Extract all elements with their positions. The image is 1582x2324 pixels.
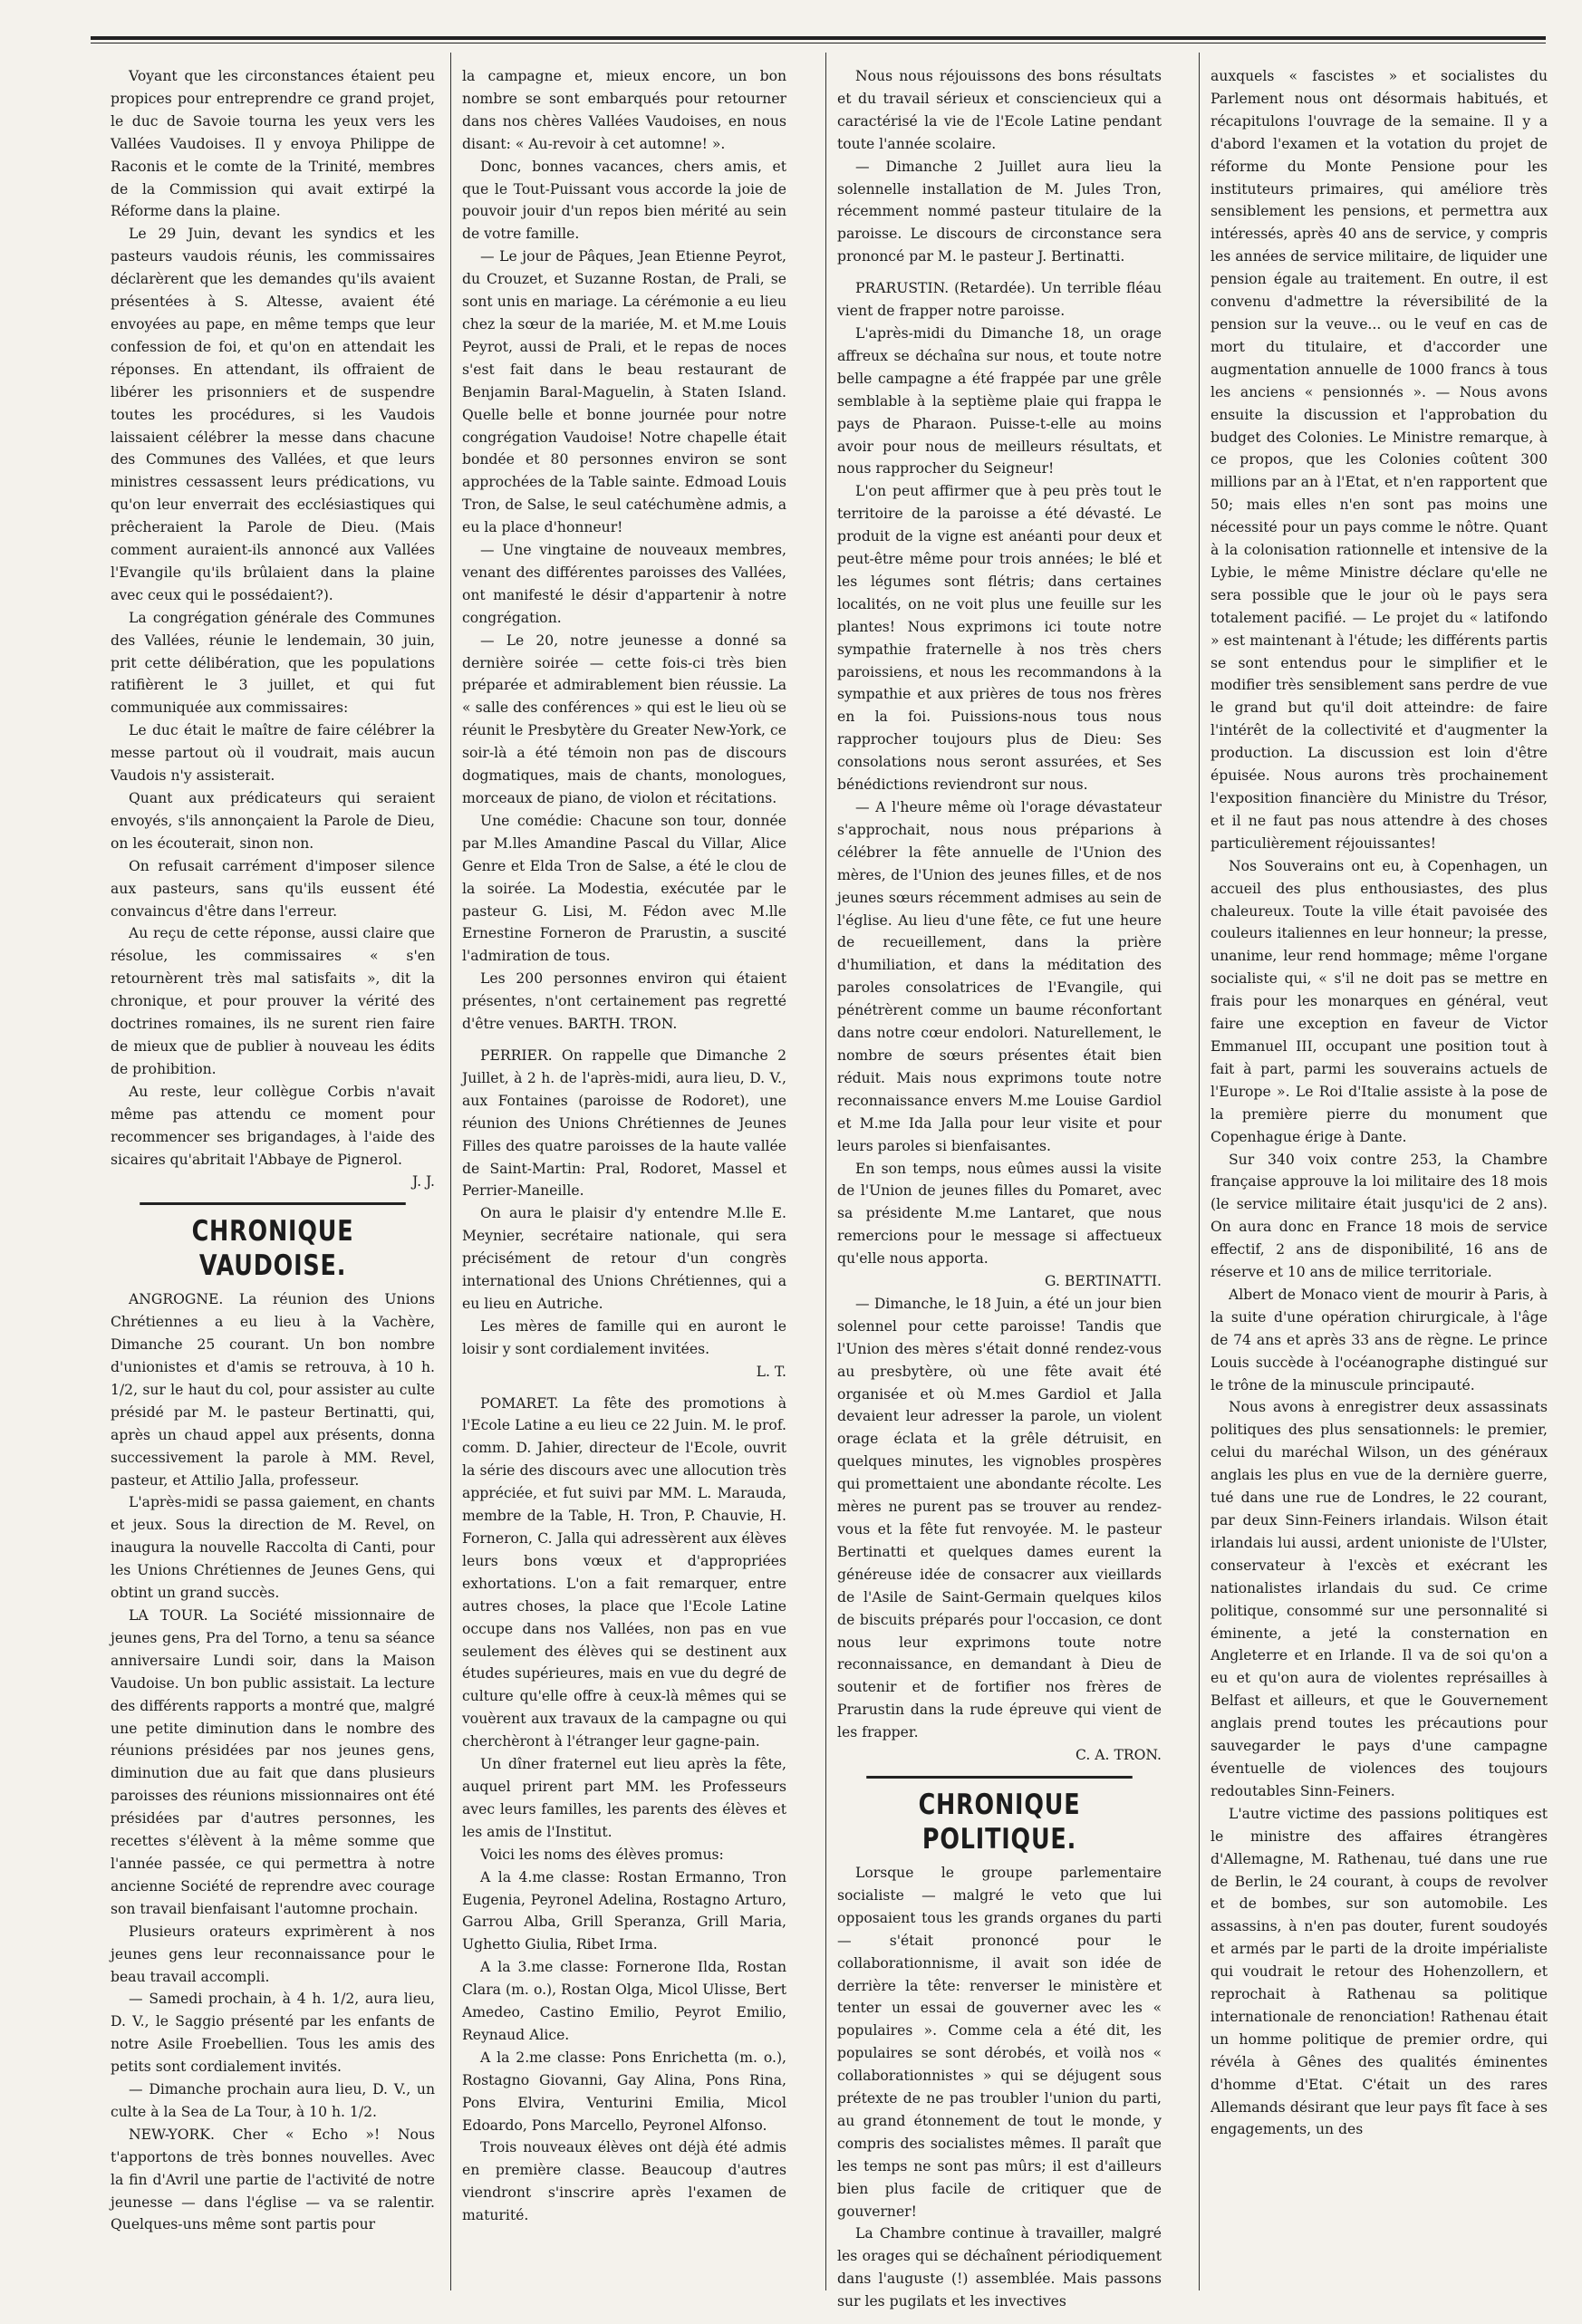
paragraph: Un dîner fraternel eut lieu après la fête, auquel prirent part MM. les Professeurs avec leurs familles, les parents des élèves et les amis de l'Institut.: [462, 1756, 786, 1840]
column-2: [462, 65, 786, 2281]
column-3: [837, 65, 1162, 2310]
paragraph: PERRIER. On rappelle que Dimanche 2 Juillet, à 2 h. de l'après-midi, aura lieu, D. V., aux Fontaines (paroisse de Rodoret), une réunion des Unions Chrétiennes de Jeunes Filles des quatre paroisses de la haute vallée de Saint-Martin: Pral, Rodoret, Massel et Perrier-Maneille.: [462, 1046, 786, 1200]
paragraph: POMARET. La fête des promotions à l'Ecole Latine a eu lieu ce 22 Juin. M. le prof. comm. D. Jahier, directeur de l'Ecole, ouvrit la série des discours avec une allocution très appréciée, et fut suivi par MM. L. Marauda, membre de la Table, H. Tron, P. Chauvie, H. Forneron, C. Jalla qui adressèrent aux élèves leurs bons vœux et d'appropriées exhortations. L'on a fait remarquer, entre autres choses, la place que l'Ecole Latine occupe dans nos Vallées, non pas en vue seulement des élèves qui se destinent aux études supérieures, mais en vue du degré de culture qu'elle offre à ceux-là mêmes qui se vouèrent aux travaux de la campagne ou qui cherchèront à l'étranger leur gagne-pain.: [462, 1394, 786, 1750]
paragraph: NEW-YORK. Cher « Echo »! Nous t'apportons de très bonnes nouvelles. Avec la fin d'Avril une partie de l'activité de notre jeunesse — dans l'église — va se ralentir. Quelques-uns même sont partis pour: [111, 2126, 435, 2233]
paragraph: auxquels « fascistes » et socialistes du Parlement nous ont désormais habitués, et récapitulons l'ouvrage de la semaine. Il y a d'abord l'examen et la votation du projet de réforme du Monte Pensione pour les instituteurs primaires, qui améliore très sensiblement les pensions, et permettra aux intéressés, après 40 ans de service, y compris les années de service militaire, de liquider une pension égale au traitement. En outre, il est convenu d'admettre la réversibilité de la pension sur la veuve... ou le veuf en cas de mort du titulaire, et d'accorder une augmentation annuelle de 1000 francs à tous les anciens « pensionnés ». — Nous avons ensuite la discussion et l'approbation du budget des Colonies. Le Ministre remarque, à ce propos, que les Colonies coûtent 300 millions par an à l'Etat, et n'en rapportent que 50; mais elles n'en sont pas moins une nécessité pour un pays comme le nôtre. Quant à la colonisation rationnelle et intensive de la Lybie, le même Ministre déclare qu'elle ne sera possible que le jour où le pays sera totalement pacifié. — Le projet du « latifondo » est maintenant à l'étude; les différents partis se sont entendus pour le simplifier et le modifier très sensiblement sans perdre de vue le grand but qu'il doit atteindre: de faire l'intérêt de la collectivité et d'augmenter la production. La discussion est loin d'être épuisée. Nous aurons très prochainement l'exposition financière du Ministre du Trésor, et il ne faut pas nous attendre à des choses particulièrement réjouissantes!: [1211, 68, 1548, 852]
paragraph: Voici les noms des élèves promus:: [480, 1846, 724, 1863]
paragraph: Quant aux prédicateurs qui seraient envoyés, s'ils annonçaient la Parole de Dieu, on les écouterait, sinon non.: [111, 790, 435, 852]
paragraph: — Le jour de Pâques, Jean Etienne Peyrot, du Crouzet, et Suzanne Rostan, de Prali, se sont unis en mariage. La cérémonie a eu lieu chez la sœur de la mariée, M. et M.me Louis Peyrot, aussi de Prali, et le repas de noces s'est fait dans le beau restaurant de Benjamin Baral-Maguelin, à Staten Island. Quelle belle et bonne journée pour notre congrégation Vaudoise! Notre chapelle était bondée et 80 personnes environ se sont approchées de la Table sainte. Edmoad Louis Tron, de Salse, le seul catéchumène admis, a eu la place d'honneur!: [462, 248, 786, 536]
paragraph: A la 3.me classe: Fornerone Ilda, Rostan Clara (m. o.), Rostan Olga, Micol Ulisse, Bert Amedeo, Castino Emilio, Peyrot Emilio, Reynaud Alice.: [462, 1959, 786, 2043]
paragraph: L'autre victime des passions politiques est le ministre des affaires étrangères d'Allemagne, M. Rathenau, tué dans une rue de Berlin, le 24 courant, à coups de revolver et de bombes, sur son automobile. Les assassins, à n'en pas douter, furent soudoyés et armés par le parti de la droite impérialiste qui voudrait le retour des Hohenzollern, et reprochait à Rathenau sa politique internationale de renonciation! Rathenau était un homme politique de premier ordre, qui révéla à Gênes des qualités éminentes d'homme d'Etat. C'était un des rares Allemands désirant que leur pays fît face à ses engagements, un des: [1211, 1805, 1548, 2138]
paragraph: ANGROGNE. La réunion des Unions Chrétiennes a eu lieu à la Vachère, Dimanche 25 courant. Un bon nombre d'unionistes et d'amis se retrouva, à 10 h. 1/2, sur le haut du col, pour assister au culte présidé par M. le pasteur Bertinatti, qui, après un chaud appel aux présents, donna successivement la parole à MM. Revel, pasteur, et Attilio Jalla, professeur.: [111, 1291, 435, 1489]
paragraph: En son temps, nous eûmes aussi la visite de l'Union de jeunes filles du Pomaret, avec sa présidente M.me Lantaret, que nous remercions pour le message si affectueux qu'elle nous apporta.: [837, 1160, 1162, 1268]
column-divider: [1199, 53, 1200, 2290]
paragraph: Donc, bonnes vacances, chers amis, et que le Tout-Puissant vous accorde la joie de pouvoir jouir d'un repos bien mérité au sein de votre famille.: [462, 158, 786, 243]
paragraph: — Dimanche prochain aura lieu, D. V., un culte à la Sea de La Tour, à 10 h. 1/2.: [111, 2081, 435, 2120]
paragraph: — A l'heure même où l'orage dévastateur s'approchait, nous nous préparions à célébrer la fête annuelle de l'Union des mères, de l'Union des jeunes filles, et de nos jeunes sœurs récemment admises au sein de l'église. Au lieu d'une fête, ce fut une heure de recueillement, dans la prière d'humiliation, et dans la méditation des paroles consolatrices de l'Evangile, qui pénétrèrent comme un baume réconfortant dans notre cœur endolori. Naturellement, le nombre de sœurs présentes était bien réduit. Mais nous exprimons toute notre reconnaissance envers M.me Louise Gardiol et M.me Ida Jalla pour leur visite et pour leurs paroles si bienfaisantes.: [837, 799, 1162, 1154]
paragraph: Trois nouveaux élèves ont déjà été admis en première classe. Beaucoup d'autres viendront s'inscrire après l'examen de maturité.: [462, 2139, 786, 2224]
paragraph: Sur 340 voix contre 253, la Chambre française approuve la loi militaire des 18 mois (le service militaire était jusqu'ici de 2 ans). On aura donc en France 18 mois de service effectif, 2 ans de disponibilité, 16 ans de réserve et 10 ans de milice territoriale.: [1211, 1151, 1548, 1281]
paragraph: Voyant que les circonstances étaient peu propices pour entreprendre ce grand projet, le duc de Savoie tourna les yeux vers les Vallées Vaudoises. Il y envoya Philippe de Raconis et le comte de la Trinité, membres de la Commission qui avait extirpé la Réforme dans la plaine.: [111, 68, 435, 220]
paragraph: Le 29 Juin, devant les syndics et les pasteurs vaudois réunis, les commissaires déclarèrent que les demandes qu'ils avaient présentées à S. Altesse, avaient été envoyées au pape, en même temps que leur confession de foi, et qu'on en attendait les réponses. En attendant, ils offraient de libérer les prisonniers et de suspendre toutes les procédures, si les Vaudois laissaient célébrer la messe dans chacune des Communes des Vallées, et que leurs ministres cessassent leurs prédications, vu qu'on leur enverrait des ecclésiastiques qui prêcheraient la Parole de Dieu. (Mais comment auraient-ils annoncé aux Vallées l'Evangile qu'ils brûlaient dans la plaine avec ceux qui le possédaient?).: [111, 226, 435, 603]
signature: L. T.: [756, 1363, 786, 1380]
paragraph: L'après-midi se passa gaiement, en chants et jeux. Sous la direction de M. Revel, on inaugura la nouvelle Raccolta di Canti, pour les Unions Chrétiennes de Jeunes Gens, qui obtint un grand succès.: [111, 1494, 435, 1602]
paragraph: Lorsque le groupe parlementaire socialiste — malgré le veto que lui opposaient tous les grands organes du parti — s'était prononcé pour le collaborationnisme, il avait son idée de derrière la tête: renverser le ministère et tenter un essai de gouverner avec les « populaires ». Comme cela a été dit, les populaires se sont dérobés, et voilà nos « collaborationnistes » qui se déjugent sous prétexte de ne pas troubler l'union du parti, au grand étonnement de tout le monde, y compris des socialistes mêmes. Il paraît que les temps ne sont pas mûrs; il est d'ailleurs bien plus facile de critiquer que de gouverner!: [837, 1864, 1162, 2220]
column-divider: [825, 53, 826, 2290]
paragraph: Nos Souverains ont eu, à Copenhagen, un accueil des plus enthousiastes, des plus chaleureux. Toute la ville était pavoisée des couleurs italiennes en leur honneur; la presse, unanime, leur rend hommage; même l'organe socialiste qui, « s'il ne doit pas se mettre en frais pour les monarques en général, veut faire une exception en faveur de Victor Emmanuel III, occupant une position tout à fait à part, parmi les souverains actuels de l'Europe ». Le Roi d'Italie assiste à la pose de la première pierre du monument que Copenhague érige à Dante.: [1211, 857, 1548, 1145]
paragraph: — Dimanche 2 Juillet aura lieu la solennelle installation de M. Jules Tron, récemment nommé pasteur titulaire de la paroisse. Le discours de circonstance sera prononcé par M. le pasteur J. Bertinatti.: [837, 158, 1162, 265]
signature: C. A. TRON.: [1076, 1747, 1162, 1764]
paragraph: Les mères de famille qui en auront le loisir y sont cordialement invitées.: [462, 1317, 786, 1357]
paragraph: Les 200 personnes environ qui étaient présentes, n'ont certainement pas regretté d'être venues. BARTH. TRON.: [462, 970, 786, 1033]
paragraph: La congrégation générale des Communes des Vallées, réunie le lendemain, 30 juin, prit cette délibération, que les populations ratifièrent le 3 juillet, et qui fut communiquée aux commissaires:: [111, 609, 435, 717]
paragraph: A la 2.me classe: Pons Enrichetta (m. o.), Rostagno Giovanni, Gay Alina, Pons Rina, Pons Elvira, Venturini Emilia, Micol Edoardo, Pons Marcello, Peyronel Alfonso.: [462, 2049, 786, 2134]
top-rule: [91, 36, 1546, 40]
paragraph: PRARUSTIN. (Retardée). Un terrible fléau vient de frapper notre paroisse.: [837, 280, 1162, 320]
paragraph: — Samedi prochain, à 4 h. 1/2, aura lieu, D. V., le Saggio présenté par les enfants de notre Asile Froebellien. Tous les amis des petits sont cordialement invités.: [111, 1991, 435, 2076]
paragraph: Nous avons à enregistrer deux assassinats politiques des plus sensationnels: le premier, celui du maréchal Wilson, un des généraux anglais les plus en vue de la dernière guerre, tué dans une rue de Londres, le 22 courant, par deux Sinn-Feiners irlandais. Wilson était irlandais lui aussi, ardent unioniste de l'Ulster, conservateur à l'excès et exécrant les nationalistes irlandais du sud. Ce crime politique, consommé sur une personnalité si éminente, a jeté la consternation en Angleterre et en Irlande. Il va de soi qu'on a eu et qu'on aura de violentes représailles à Belfast et ailleurs, et que le Gouvernement anglais prend toutes les précautions pour sauvegarder le pays d'une campagne éventuelle de violences des toujours redoutables Sinn-Feiners.: [1211, 1399, 1548, 1799]
column-4: [1211, 65, 1548, 2281]
paragraph: — Une vingtaine de nouveaux membres, venant des différentes paroisses des Vallées, ont manifesté le désir d'appartenir à notre congrégation.: [462, 542, 786, 626]
signature: J. J.: [412, 1173, 435, 1191]
paragraph: On refusait carrément d'imposer silence aux pasteurs, sans qu'ils eussent été convaincus d'être dans l'erreur.: [111, 857, 435, 920]
paragraph: — Dimanche, le 18 Juin, a été un jour bien solennel pour cette paroisse! Tandis que l'Union des mères s'était donné rendez-vous au presbytère, où une fête avait été organisée et où M.mes Gardiol et Jalla devaient leur adresser la parole, un violent orage éclata et la grêle détruisit, en quelques minutes, les vignobles prospères qui promettaient une abondante récolte. Les mères ne purent pas se trouver au rendez-vous et la fête fut renvoyée. M. le pasteur Bertinatti et quelques dames eurent la généreuse idée de consacrer aux vieillards de l'Asile de Saint-Germain quelques kilos de biscuits préparés pour l'occasion, ce dont nous leur exprimons toute notre reconnaissance, en demandant à Dieu de soutenir et de fortifier nos frères de Prarustin dans la rude épreuve qui vient de les frapper.: [837, 1295, 1162, 1741]
paragraph: Nous nous réjouissons des bons résultats et du travail sérieux et consciencieux qui a caractérisé la vie de l'Ecole Latine pendant toute l'année scolaire.: [837, 68, 1162, 152]
section-heading-chronique-vaudoise: CHRONIQUE VAUDOISE.: [140, 1202, 406, 1283]
column-divider: [450, 53, 451, 2290]
paragraph: On aura le plaisir d'y entendre M.lle E. Meynier, secrétaire nationale, qui sera précisément de retour d'un congrès international des Unions Chrétiennes, qui a eu lieu en Autriche.: [462, 1205, 786, 1312]
paragraph: La Chambre continue à travailler, malgré les orages qui se déchaînent périodiquement dans l'auguste (!) assemblée. Mais passons sur les pugilats et les invectives: [837, 2225, 1162, 2310]
paragraph: — Le 20, notre jeunesse a donné sa dernière soirée — cette fois-ci très bien préparée et admirablement bien réussie. La « salle des conférences » qui est le lieu où se réunit le Presbytère du Greater New-York, ce soir-là a été témoin non pas de discours dogmatiques, mais de chants, monologues, morceaux de piano, de violon et récitations.: [462, 632, 786, 806]
paragraph: la campagne et, mieux encore, un bon nombre se sont embarqués pour retourner dans nos chères Vallées Vaudoises, en nous disant: « Au-revoir à cet automne! ».: [462, 68, 786, 152]
paragraph: L'on peut affirmer que à peu près tout le territoire de la paroisse a été dévasté. Le produit de la vigne est anéanti pour deux et peut-être même pour trois années; le blé et les légumes sont flétris; dans certaines localités, on ne voit plus une feuille sur les plantes! Nous exprimons ici toute notre sympathie fraternelle à nos très chers paroissiens, et nous les recommandons à la sympathie et aux prières de tous nos frères en la foi. Puissions-nous tous nous rapprocher toujours plus de Dieu: Ses consolations nous seront assurées, et Ses bénédictions reviendront sur nous.: [837, 483, 1162, 794]
paragraph: Le duc était le maître de faire célébrer la messe partout où il voudrait, mais aucun Vaudois n'y assisterait.: [111, 722, 435, 785]
signature: G. BERTINATTI.: [1045, 1273, 1162, 1290]
paragraph: Albert de Monaco vient de mourir à Paris, à la suite d'une opération chirurgicale, à l'âge de 74 ans et après 33 ans de règne. Le prince Louis succède à l'océanographe distingué sur le trône de la minuscule principauté.: [1211, 1286, 1548, 1393]
column-1: [111, 65, 435, 2281]
paragraph: Plusieurs orateurs exprimèrent à nos jeunes gens leur reconnaissance pour le beau travail accompli.: [111, 1923, 435, 1985]
paragraph: Au reste, leur collègue Corbis n'avait même pas attendu ce moment pour recommencer ses brigandages, à l'aide des sicaires qu'abritait l'Abbaye de Pignerol.: [111, 1083, 435, 1168]
paragraph: Une comédie: Chacune son tour, donnée par M.lles Amandine Pascal du Villar, Alice Genre et Elda Tron de Salse, a été le clou de la soirée. La Modestia, exécutée par le pasteur G. Lisi, M. Fédon avec M.lle Ernestine Forneron de Prarustin, a suscité l'admiration de tous.: [462, 812, 786, 965]
paragraph: L'après-midi du Dimanche 18, un orage affreux se déchaîna sur nous, et toute notre belle campagne a été frappée par une grêle semblable à la septième plaie qui frappa le pays de Pharaon. Puisse-t-elle au moins avoir pour nous de meilleurs résultats, et nous rapprocher du Seigneur!: [837, 324, 1162, 477]
section-heading-chronique-politique: CHRONIQUE POLITIQUE.: [866, 1776, 1133, 1856]
paragraph: Au reçu de cette réponse, aussi claire que résolue, les commissaires « s'en retournèrent très mal satisfaits », dit la chronique, et pour prouver la vérité des doctrines romaines, ils ne surent rien faire de mieux que de publier à nouveau les édits de prohibition.: [111, 925, 435, 1077]
paragraph: LA TOUR. La Société missionnaire de jeunes gens, Pra del Torno, a tenu sa séance anniversaire Lundi soir, dans la Maison Vaudoise. Un bon public assistait. La lecture des différents rapports a montré que, malgré une petite diminution dans le nombre des réunions présidées par nos jeunes gens, diminution due au fait que dans plusieurs paroisses des réunions missionnaires ont été présidées par d'autres personnes, les recettes s'élèvent à la même somme que l'année passée, ce qui permettra à notre ancienne Société de reprendre avec courage son travail bienfaisant l'automne prochain.: [111, 1607, 435, 1917]
paragraph: A la 4.me classe: Rostan Ermanno, Tron Eugenia, Peyronel Adelina, Rostagno Arturo, Garrou Alba, Grill Speranza, Grill Maria, Ughetto Giulia, Ribet Irma.: [462, 1868, 786, 1953]
